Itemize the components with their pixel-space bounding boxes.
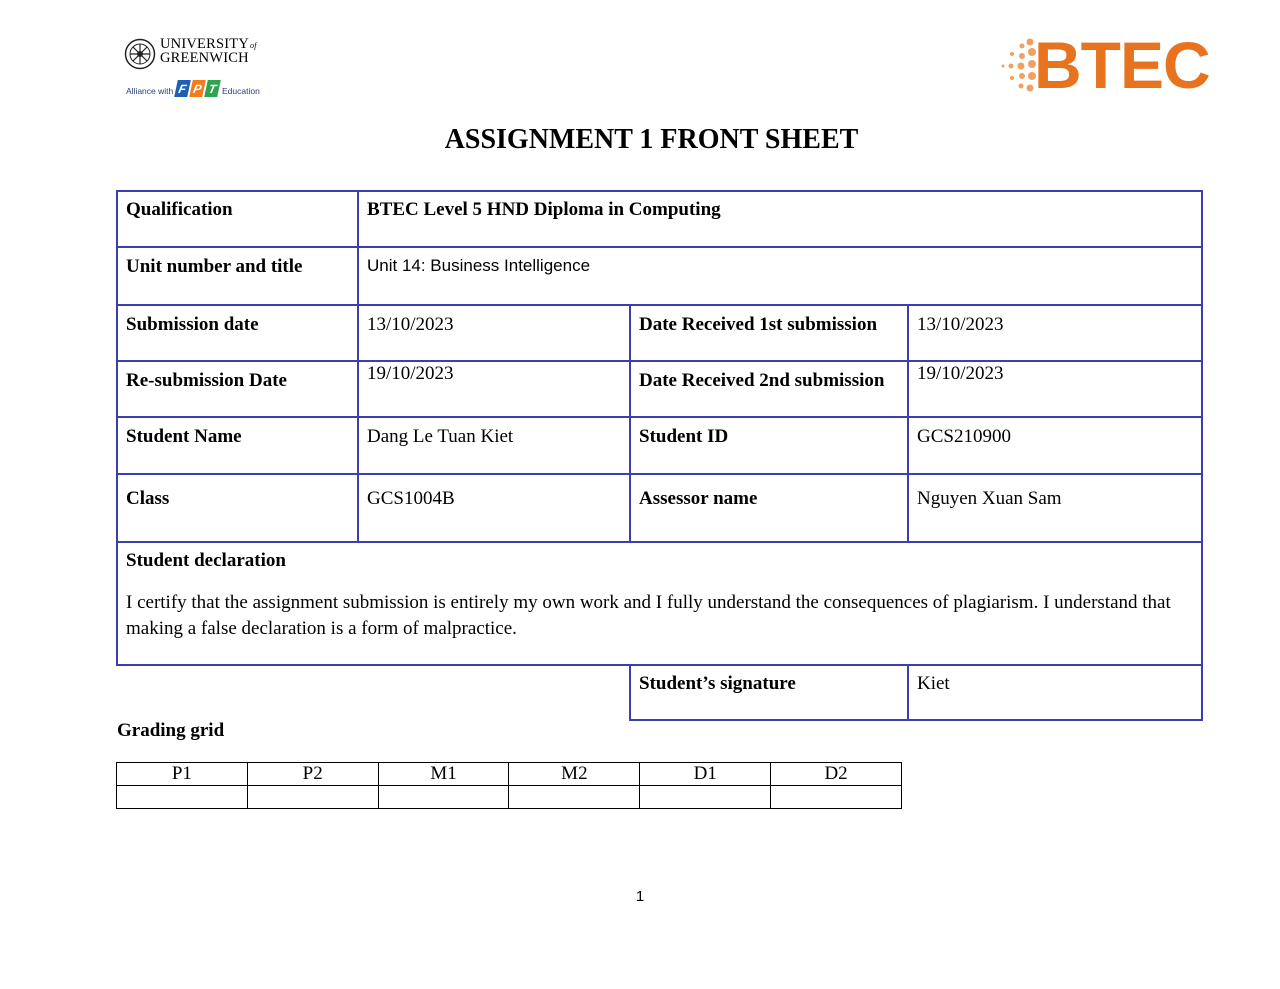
grade-header-m1: M1 <box>378 763 509 786</box>
resubmission-label: Re-submission Date <box>126 370 287 391</box>
grading-header-row <box>117 763 902 786</box>
fpt-letter-t: T <box>204 80 221 97</box>
qualification-value: BTEC Level 5 HND Diploma in Computing <box>367 199 721 220</box>
page-number: 1 <box>635 888 645 905</box>
fpt-letter-p: P <box>189 80 206 97</box>
submission-date-value: 13/10/2023 <box>367 314 454 335</box>
signature-value: Kiet <box>917 673 950 694</box>
unit-value: Unit 14: Business Intelligence <box>367 256 591 275</box>
grade-cell-d2 <box>771 786 902 809</box>
grade-cell-p1 <box>117 786 248 809</box>
declaration-title: Student declaration <box>126 550 286 571</box>
unit-label: Unit number and title <box>126 256 303 277</box>
student-name-value: Dang Le Tuan Kiet <box>367 426 514 447</box>
class-value: GCS1004B <box>367 488 455 509</box>
class-label: Class <box>126 488 170 509</box>
fpt-letter-f: F <box>174 80 191 97</box>
alliance-with-text: Alliance with <box>126 86 174 96</box>
grade-cell-p2 <box>247 786 378 809</box>
date-received-2-label: Date Received 2nd submission <box>639 370 885 391</box>
signature-label: Student’s signature <box>639 673 796 694</box>
qualification-label: Qualification <box>126 199 233 220</box>
assessor-label: Assessor name <box>639 488 758 509</box>
grade-header-d2: D2 <box>771 763 902 786</box>
submission-date-label: Submission date <box>126 314 259 335</box>
student-id-label: Student ID <box>639 426 729 447</box>
grade-cell-d1 <box>640 786 771 809</box>
date-received-2-value: 19/10/2023 <box>917 363 1004 384</box>
grading-value-row <box>117 786 902 809</box>
grade-cell-m2 <box>509 786 640 809</box>
greenwich-name-text: GREENWICH <box>160 50 249 66</box>
grade-header-m2: M2 <box>509 763 640 786</box>
student-id-value: GCS210900 <box>917 426 1011 447</box>
education-text: Education <box>222 86 260 96</box>
page-title: ASSIGNMENT 1 FRONT SHEET <box>444 124 859 155</box>
resubmission-value: 19/10/2023 <box>367 363 454 384</box>
grading-grid-title: Grading grid <box>117 720 225 741</box>
grade-header-p1: P1 <box>117 763 248 786</box>
grade-header-d1: D1 <box>640 763 771 786</box>
greenwich-university-text: UNIVERSITYof <box>160 36 257 52</box>
grade-cell-m1 <box>378 786 509 809</box>
grading-grid <box>116 762 902 809</box>
student-name-label: Student Name <box>126 426 242 447</box>
grade-header-p2: P2 <box>247 763 378 786</box>
assessor-value: Nguyen Xuan Sam <box>917 488 1062 509</box>
date-received-1-value: 13/10/2023 <box>917 314 1004 335</box>
declaration-text: I certify that the assignment submission is entirely my own work and I fully understand the consequences of plagiarism. I understand that making a false declaration is a form of malpractice. <box>126 592 1171 639</box>
date-received-1-label: Date Received 1st submission <box>639 314 878 335</box>
btec-wordmark: BTEC <box>1034 28 1210 102</box>
